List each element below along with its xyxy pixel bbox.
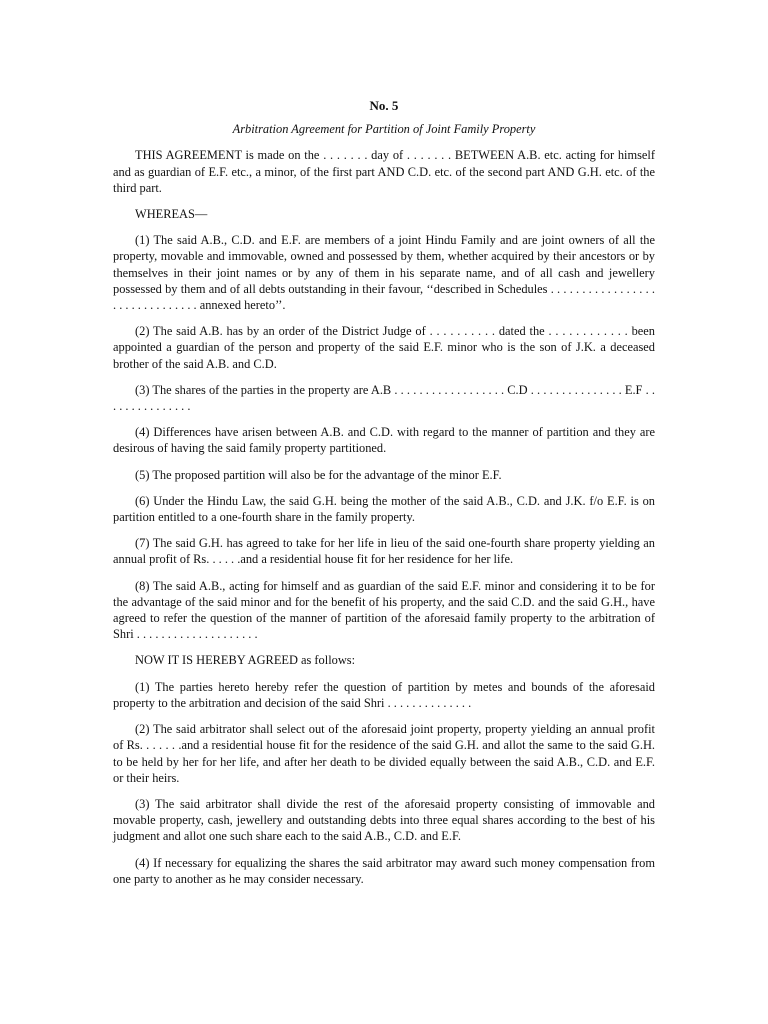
paragraph-recital-3: (3) The shares of the parties in the property are A.B . . . . . . . . . . . . . . . . . . C.D . . . . . . . . . . . . . . . E.F . . . . . . . . . . . . . . .: [113, 382, 655, 414]
paragraph-recital-5: (5) The proposed partition will also be for the advantage of the minor E.F.: [135, 467, 502, 482]
paragraph-whereas: WHEREAS—: [135, 207, 208, 222]
paragraph-recital-7: (7) The said G.H. has agreed to take for her life in lieu of the said one-fourth share property yielding an annual profit of Rs. . . . . .and a residential house fit for her residence for her life.: [113, 536, 655, 567]
paragraph-recital-6: (6) Under the Hindu Law, the said G.H. being the mother of the said A.B., C.D. and J.K. f/o E.F. is on partition entitled to a one-fourth share in the family property.: [113, 493, 655, 525]
document-page: [113, 98, 655, 897]
document-title: Arbitration Agreement for Partition of Joint Family Property: [232, 122, 536, 137]
paragraph-clause-1: (1) The parties hereto hereby refer the question of partition by metes and bounds of the aforesaid property to the arbitration and decision of the said Shri . . . . . . . . . . . . . .: [113, 679, 655, 710]
paragraph-recital-1: (1) The said A.B., C.D. and E.F. are members of a joint Hindu Family and are joint owners of all the property, movable and immovable, owned and possessed by them, whether acquired by their ancestors or by themselves in their joint names or by any of them in his separate name, and of all cash and jewellery possessed by them and of all debts outstanding in their favour, ‘‘described in Schedules . . . . . . . . . . . . . . . . . . . . . . . . . . . . . . . annexed hereto’’.: [113, 233, 655, 313]
paragraph-clause-4: (4) If necessary for equalizing the shares the said arbitrator may award such money compensation from one party to another as he may consider necessary.: [113, 855, 655, 886]
paragraph-recital-8: (8) The said A.B., acting for himself and as guardian of the said E.F. minor and considering it to be for the advantage of the said minor and for the benefit of his property, and the said C.D. and the said G.H., have agreed to refer the question of the manner of partition of the aforesaid family property to the arbitration of Shri . . . . . . . . . . . . . . . . . . . .: [113, 578, 655, 642]
paragraph-clause-2: (2) The said arbitrator shall select out of the aforesaid joint property, property yielding an annual profit of Rs. . . . . . .and a residential house fit for the residence of the said G.H. and allot the same to the said G.H. to be held by her for her life, and after her death to be divided equally between the said A.B., C.D. and E.F. or their heirs.: [113, 722, 655, 785]
paragraph-agreement-intro: THIS AGREEMENT is made on the . . . . . . . day of . . . . . . . BETWEEN A.B. etc. acting for himself and as guardian of E.F. etc., a minor, of the first part AND C.D. etc. of the second part AND G.H. etc. of the third part.: [113, 148, 655, 195]
paragraph-clause-3: (3) The said arbitrator shall divide the rest of the aforesaid property consisting of immovable and movable property, cash, jewellery and outstanding debts into three equal shares according to the best of his judgment and allot one such share each to the said A.B., C.D. and E.F.: [113, 796, 655, 844]
paragraph-recital-2: (2) The said A.B. has by an order of the District Judge of . . . . . . . . . . dated the . . . . . . . . . . . . been appointed a guardian of the person and property of the said E.F. minor who is the son of J.K. a deceased brother of the said A.B. and C.D.: [113, 324, 655, 371]
paragraph-recital-4: (4) Differences have arisen between A.B. and C.D. with regard to the manner of partition and they are desirous of having the said family property partitioned.: [113, 425, 655, 456]
document-number: No. 5: [369, 98, 399, 113]
paragraph-agreed-heading: NOW IT IS HEREBY AGREED as follows:: [135, 653, 356, 668]
